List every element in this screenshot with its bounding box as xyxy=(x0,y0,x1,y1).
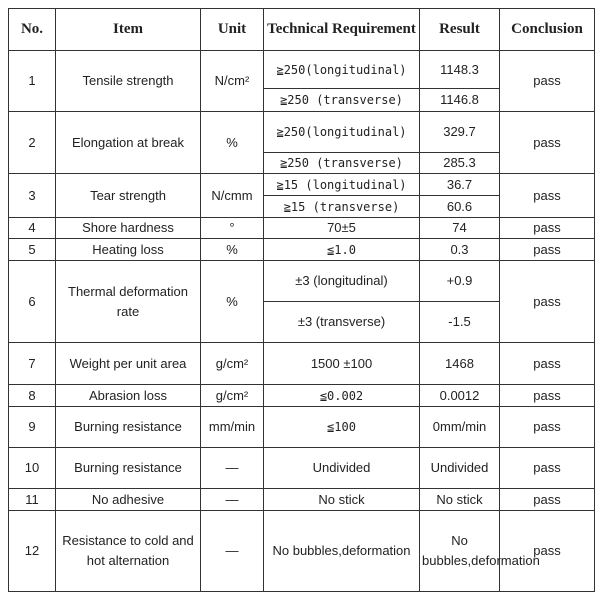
technical-requirement: ≧15 (longitudinal) xyxy=(264,174,420,196)
row-number: 4 xyxy=(9,218,56,239)
technical-requirement: No bubbles,deformation xyxy=(264,511,420,592)
row-number: 3 xyxy=(9,174,56,218)
table-row xyxy=(9,385,595,407)
conclusion: pass xyxy=(500,239,595,261)
technical-requirement: ≧250(longitudinal) xyxy=(264,112,420,153)
result: 329.7 xyxy=(420,112,500,153)
column-header: Item xyxy=(56,9,201,51)
technical-requirement: 70±5 xyxy=(264,218,420,239)
item-name: Burning resistance xyxy=(56,448,201,489)
conclusion: pass xyxy=(500,407,595,448)
row-number: 2 xyxy=(9,112,56,174)
unit: g/cm² xyxy=(201,385,264,407)
column-header: Technical Requirement xyxy=(264,9,420,51)
result: 74 xyxy=(420,218,500,239)
item-name: Heating loss xyxy=(56,239,201,261)
unit: — xyxy=(201,448,264,489)
row-number: 12 xyxy=(9,511,56,592)
row-number: 11 xyxy=(9,489,56,511)
technical-requirement: ±3 (longitudinal) xyxy=(264,261,420,302)
row-number: 7 xyxy=(9,343,56,385)
table-row xyxy=(9,261,595,302)
table-row xyxy=(9,112,595,153)
conclusion: pass xyxy=(500,174,595,218)
item-name: Abrasion loss xyxy=(56,385,201,407)
technical-requirement: ≧250 (transverse) xyxy=(264,153,420,174)
row-number: 9 xyxy=(9,407,56,448)
conclusion: pass xyxy=(500,511,595,592)
table-row xyxy=(9,511,595,592)
unit: N/cm² xyxy=(201,51,264,112)
technical-requirement: ≦0.002 xyxy=(264,385,420,407)
table-row xyxy=(9,239,595,261)
unit: — xyxy=(201,489,264,511)
row-number: 8 xyxy=(9,385,56,407)
item-name: Burning resistance xyxy=(56,407,201,448)
result: 1148.3 xyxy=(420,51,500,89)
unit: ° xyxy=(201,218,264,239)
table-row xyxy=(9,407,595,448)
item-name: Weight per unit area xyxy=(56,343,201,385)
technical-requirement: ≧250(longitudinal) xyxy=(264,51,420,89)
item-name: Thermal deformation rate xyxy=(56,261,201,343)
conclusion: pass xyxy=(500,489,595,511)
result: 0.0012 xyxy=(420,385,500,407)
technical-requirement: ±3 (transverse) xyxy=(264,302,420,343)
conclusion: pass xyxy=(500,218,595,239)
result: +0.9 xyxy=(420,261,500,302)
technical-requirement: ≧15 (transverse) xyxy=(264,196,420,218)
table-row xyxy=(9,51,595,89)
header-row xyxy=(9,9,595,51)
table-row xyxy=(9,448,595,489)
result: 0mm/min xyxy=(420,407,500,448)
table-row xyxy=(9,218,595,239)
result: No bubbles,deformation xyxy=(420,511,500,592)
result: 1146.8 xyxy=(420,89,500,112)
result: 1468 xyxy=(420,343,500,385)
conclusion: pass xyxy=(500,51,595,112)
test-results-table xyxy=(8,8,595,592)
table-row xyxy=(9,489,595,511)
row-number: 5 xyxy=(9,239,56,261)
unit: % xyxy=(201,112,264,174)
column-header: No. xyxy=(9,9,56,51)
unit: % xyxy=(201,261,264,343)
unit: g/cm² xyxy=(201,343,264,385)
unit: % xyxy=(201,239,264,261)
row-number: 10 xyxy=(9,448,56,489)
row-number: 1 xyxy=(9,51,56,112)
result: No stick xyxy=(420,489,500,511)
technical-requirement: No stick xyxy=(264,489,420,511)
technical-requirement: ≦100 xyxy=(264,407,420,448)
unit: N/cmm xyxy=(201,174,264,218)
technical-requirement: Undivided xyxy=(264,448,420,489)
item-name: Shore hardness xyxy=(56,218,201,239)
result: Undivided xyxy=(420,448,500,489)
technical-requirement: ≦1.0 xyxy=(264,239,420,261)
conclusion: pass xyxy=(500,261,595,343)
result: 0.3 xyxy=(420,239,500,261)
item-name: No adhesive xyxy=(56,489,201,511)
result: 285.3 xyxy=(420,153,500,174)
conclusion: pass xyxy=(500,385,595,407)
conclusion: pass xyxy=(500,343,595,385)
unit: mm/min xyxy=(201,407,264,448)
result: 36.7 xyxy=(420,174,500,196)
technical-requirement: ≧250 (transverse) xyxy=(264,89,420,112)
item-name: Tear strength xyxy=(56,174,201,218)
column-header: Conclusion xyxy=(500,9,595,51)
result: -1.5 xyxy=(420,302,500,343)
column-header: Result xyxy=(420,9,500,51)
conclusion: pass xyxy=(500,112,595,174)
table-row xyxy=(9,174,595,196)
unit: — xyxy=(201,511,264,592)
table-row xyxy=(9,343,595,385)
item-name: Resistance to cold and hot alternation xyxy=(56,511,201,592)
row-number: 6 xyxy=(9,261,56,343)
item-name: Tensile strength xyxy=(56,51,201,112)
result: 60.6 xyxy=(420,196,500,218)
technical-requirement: 1500 ±100 xyxy=(264,343,420,385)
conclusion: pass xyxy=(500,448,595,489)
item-name: Elongation at break xyxy=(56,112,201,174)
column-header: Unit xyxy=(201,9,264,51)
